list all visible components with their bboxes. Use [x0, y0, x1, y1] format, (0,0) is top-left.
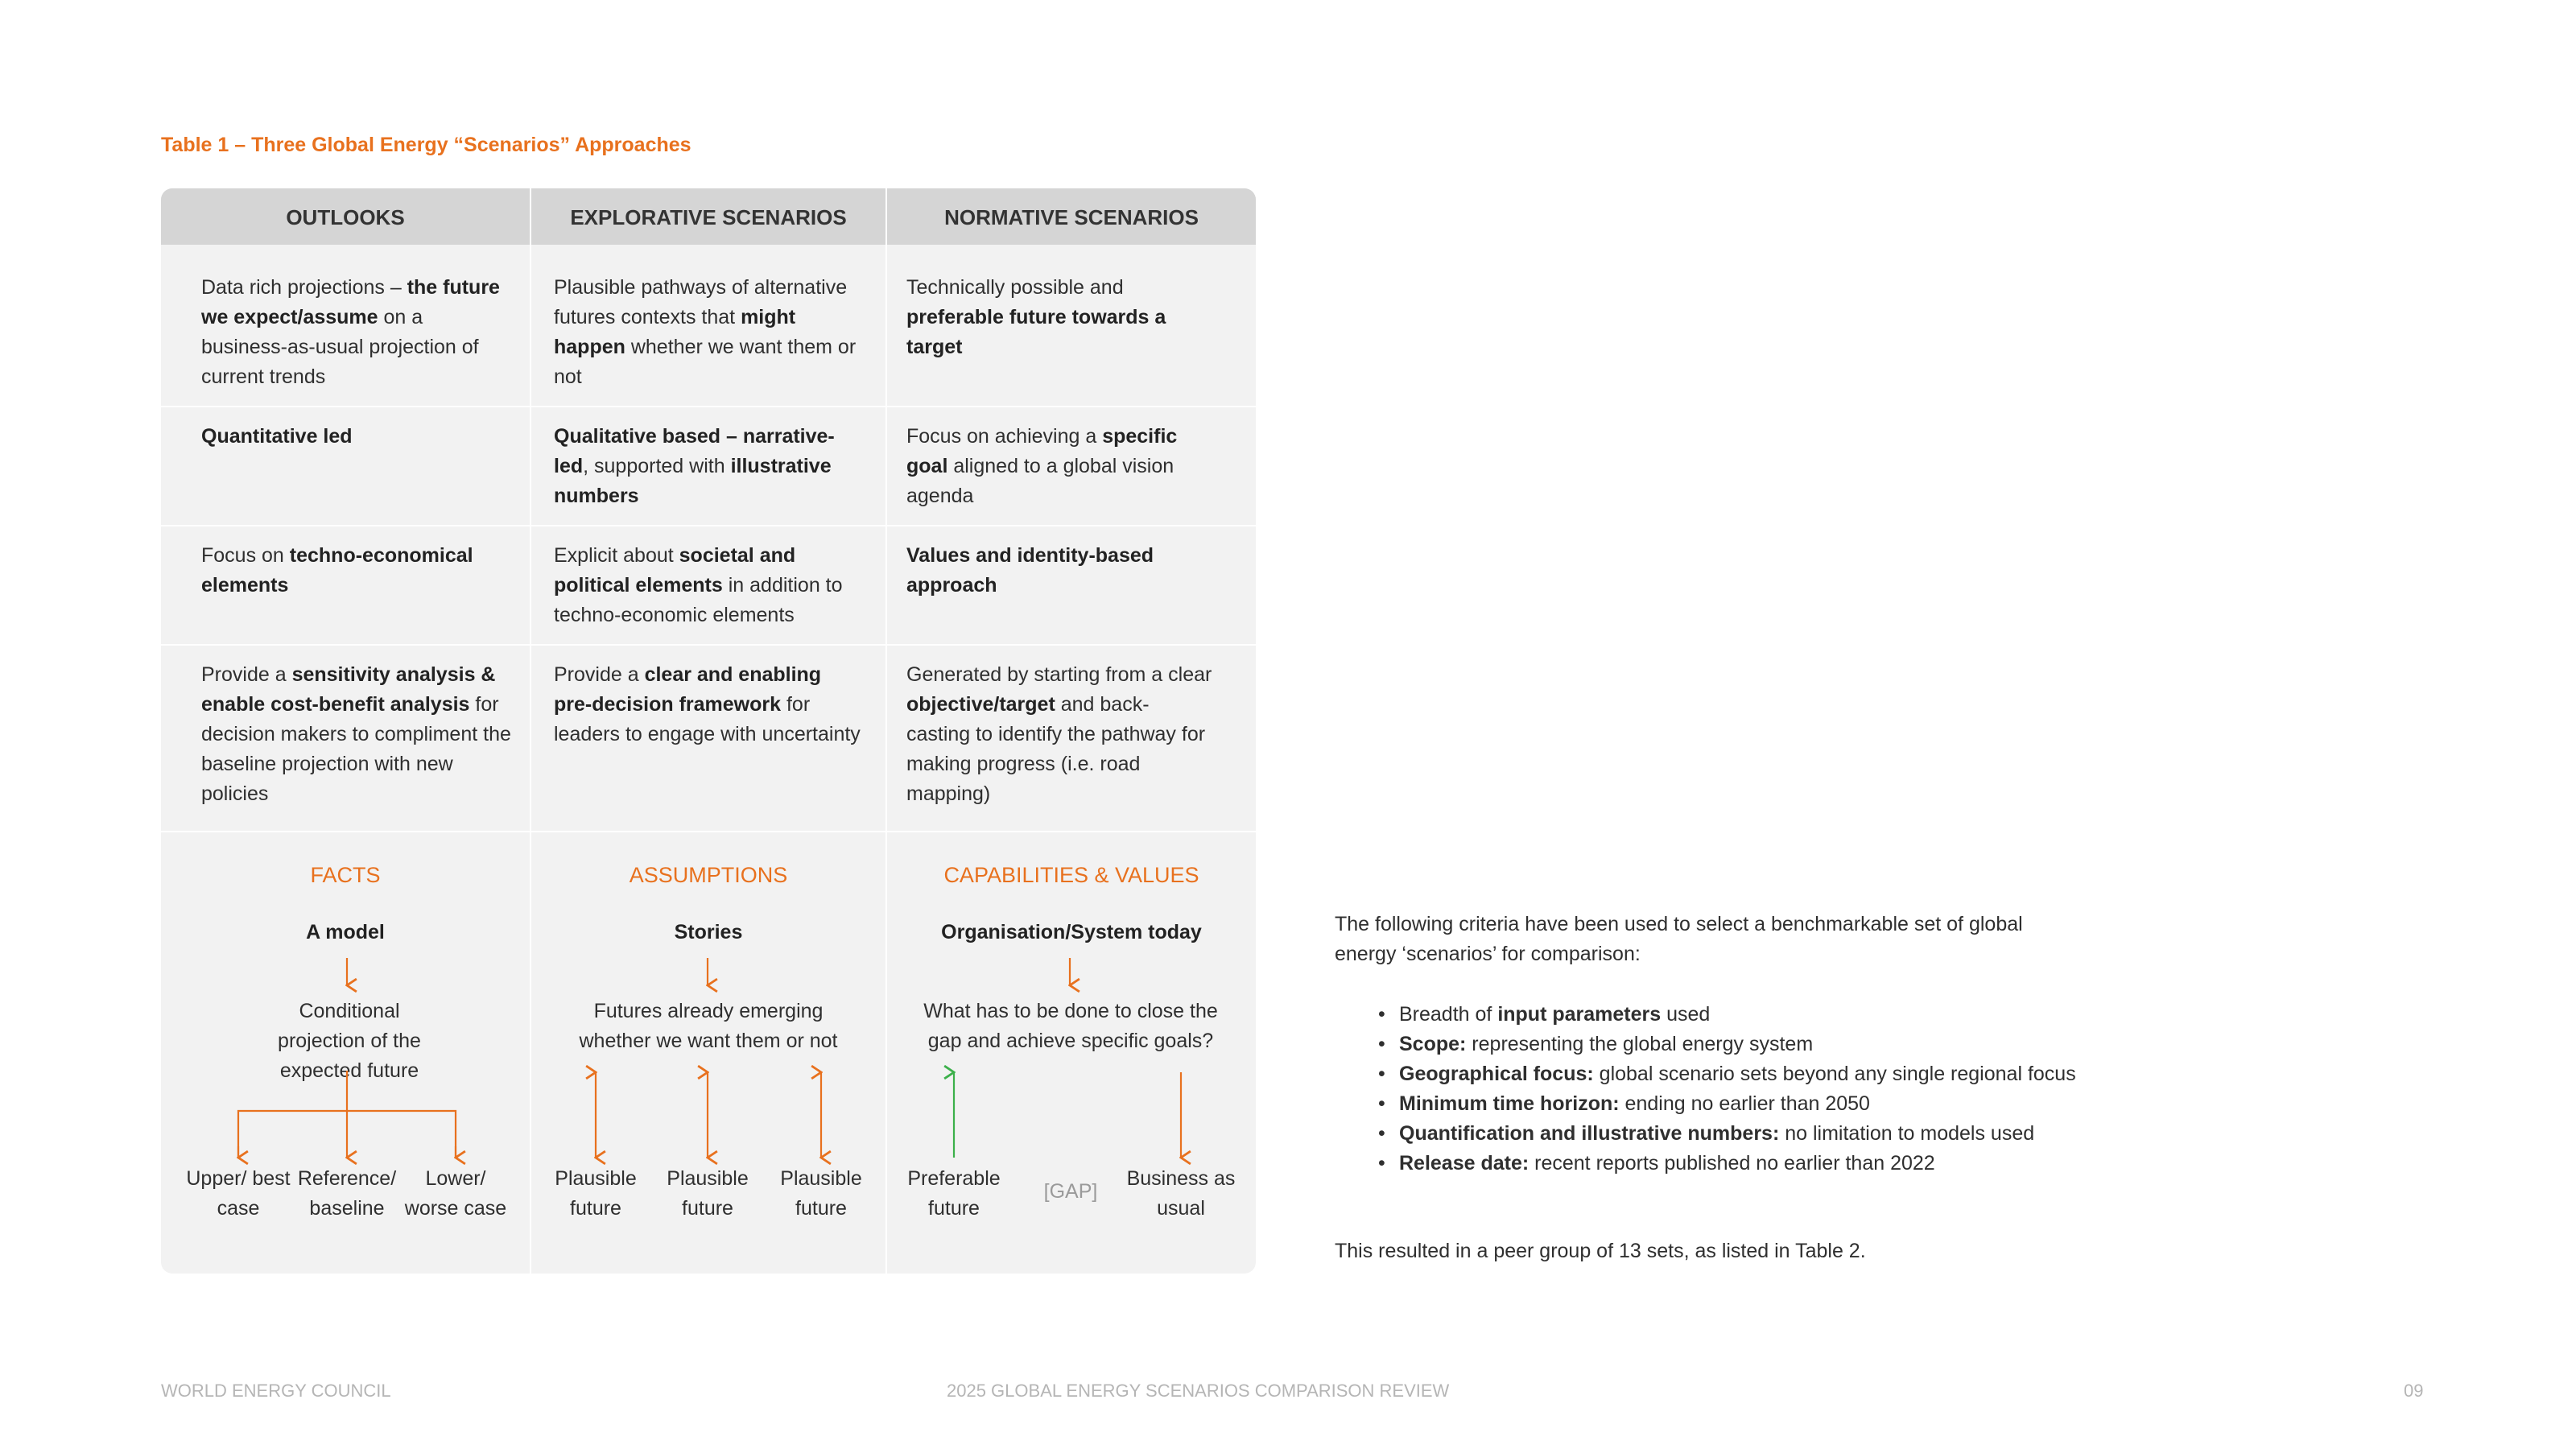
cell-outlooks-method: Quantitative led — [201, 425, 353, 448]
section-facts: FACTS — [310, 863, 381, 887]
criteria-item: • Release date: recent reports published no earlier than 2022 — [1399, 1149, 2156, 1179]
description-outlooks: Conditional projection of the expected future — [278, 1000, 421, 1082]
cell-normative-focus: Values and identity-based approach — [906, 544, 1154, 597]
label-preferable-future: Preferable future — [907, 1167, 1001, 1220]
header-explorative: EXPLORATIVE SCENARIOS — [570, 205, 847, 229]
criteria-item: • Minimum time horizon: ending no earlier than 2050 — [1399, 1089, 2156, 1119]
criteria-conclusion: This resulted in a peer group of 13 sets, as listed in Table 2. — [1335, 1240, 1866, 1262]
cell-outlooks-focus: Focus on techno-economical elements — [201, 544, 473, 597]
table-title: Table 1 – Three Global Energy “Scenarios” Approaches — [161, 134, 691, 156]
page-number: 09 — [2404, 1381, 2424, 1401]
section-capabilities-values: CAPABILITIES & VALUES — [943, 863, 1199, 887]
label-plausible-future: Plausible future — [667, 1167, 749, 1220]
subtitle-model: A model — [306, 921, 385, 943]
subtitle-stories: Stories — [674, 921, 743, 943]
criteria-item: • Scope: representing the global energy system — [1399, 1030, 2156, 1059]
label-gap: [GAP] — [1043, 1180, 1098, 1203]
label-reference-baseline: Reference/ baseline — [297, 1167, 397, 1220]
header-outlooks: OUTLOOKS — [286, 205, 405, 229]
subtitle-organisation: Organisation/System today — [941, 921, 1202, 943]
criteria-item: • Breadth of input parameters used — [1399, 1000, 2156, 1030]
criteria-intro: The following criteria have been used to select a benchmarkable set of global energy ‘scenarios’ for comparison: — [1335, 913, 2023, 965]
description-normative: What has to be done to close the gap and achieve specific goals? — [923, 1000, 1218, 1052]
footer-organisation: WORLD ENERGY COUNCIL — [161, 1381, 391, 1401]
label-lower-worse-case: Lower/ worse case — [404, 1167, 507, 1220]
label-plausible-future: Plausible future — [780, 1167, 862, 1220]
cell-explorative-method: Qualitative based – narrative-led, supported with illustrative numbers — [554, 425, 835, 507]
footer-document-title: 2025 GLOBAL ENERGY SCENARIOS COMPARISON REVIEW — [947, 1381, 1450, 1401]
cell-explorative-purpose: Provide a clear and enabling pre-decision framework for leaders to engage with uncertainty — [554, 663, 861, 745]
label-business-as-usual: Business as usual — [1126, 1167, 1236, 1220]
cell-explorative-definition: Plausible pathways of alternative futures contexts that might happen whether we want them or not — [554, 276, 857, 388]
scenario-arrows-diagram — [161, 188, 1256, 1274]
cell-normative-definition: Technically possible and preferable future towards a target — [906, 276, 1166, 358]
label-upper-best-case: Upper/ best case — [186, 1167, 291, 1220]
cell-outlooks-definition: Data rich projections – the future we expect/assume on a business-as-usual projection of current trends — [201, 276, 500, 388]
criteria-list — [1335, 1000, 2156, 1179]
cell-outlooks-purpose: Provide a sensitivity analysis & enable cost-benefit analysis for decision makers to compliment the baseline projection with new policies — [201, 663, 511, 805]
cell-explorative-focus: Explicit about societal and political elements in addition to techno-economic elements — [554, 544, 843, 626]
description-explorative: Futures already emerging whether we want them or not — [579, 1000, 838, 1052]
cell-normative-purpose: Generated by starting from a clear objective/target and back-casting to identify the pathway for making progress (i.e. road mapping) — [906, 663, 1212, 805]
label-plausible-future: Plausible future — [555, 1167, 637, 1220]
scenarios-table — [161, 188, 1256, 1274]
criteria-item: • Geographical focus: global scenario sets beyond any single regional focus — [1399, 1059, 2156, 1089]
header-normative: NORMATIVE SCENARIOS — [944, 205, 1199, 229]
criteria-item: • Quantification and illustrative numbers: no limitation to models used — [1399, 1119, 2156, 1149]
cell-normative-method: Focus on achieving a specific goal aligned to a global vision agenda — [906, 425, 1178, 507]
section-assumptions: ASSUMPTIONS — [629, 863, 788, 887]
